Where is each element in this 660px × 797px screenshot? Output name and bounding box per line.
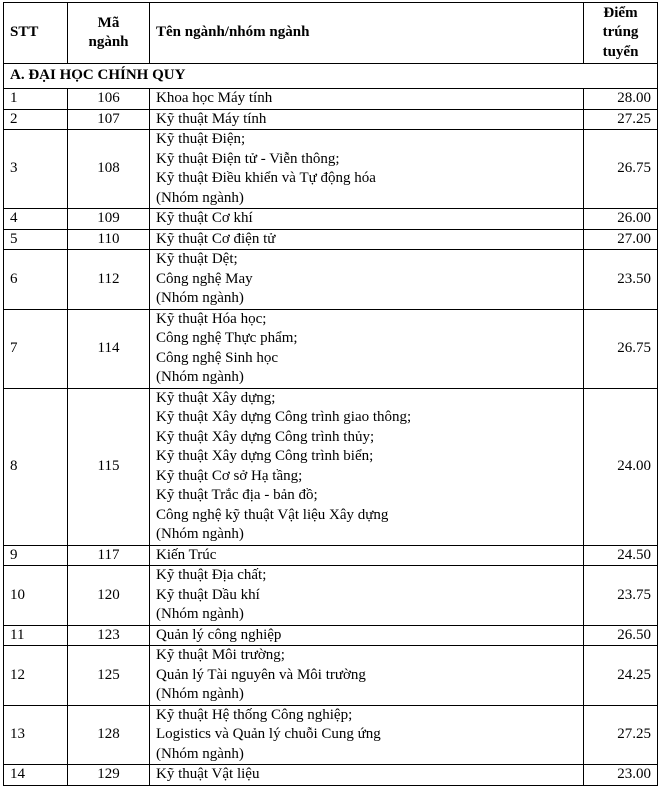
row-name-cell xyxy=(150,89,584,110)
row-stt: 7 xyxy=(4,309,68,388)
row-name-line: (Nhóm ngành) xyxy=(156,686,244,702)
row-score: 27.25 xyxy=(584,705,658,765)
row-score: 23.50 xyxy=(584,250,658,310)
table-row xyxy=(4,250,658,310)
row-stt: 2 xyxy=(4,109,68,130)
row-stt: 14 xyxy=(4,765,68,786)
table-row xyxy=(4,229,658,250)
row-name-cell xyxy=(150,705,584,765)
row-name-line: Kỹ thuật Môi trường; xyxy=(156,647,285,663)
section-row xyxy=(4,64,658,89)
row-name-line: Kỹ thuật Xây dựng Công trình thủy; xyxy=(156,428,375,445)
row-name-line: (Nhóm ngành) xyxy=(156,526,244,542)
row-name-cell xyxy=(150,309,584,388)
row-name-cell xyxy=(150,130,584,209)
table-row xyxy=(4,130,658,209)
row-name-line: Kỹ thuật Điện tử - Viễn thông; xyxy=(156,150,340,167)
table-row xyxy=(4,705,658,765)
row-name-line: Kỹ thuật Điện; xyxy=(156,131,246,147)
row-code: 129 xyxy=(68,765,150,786)
row-name-line: Công nghệ Sinh học xyxy=(156,349,279,366)
row-score: 28.00 xyxy=(584,89,658,110)
row-name-cell xyxy=(150,625,584,646)
row-name-line: Quản lý Tài nguyên và Môi trường xyxy=(156,666,366,683)
row-name-line: Logistics và Quản lý chuỗi Cung ứng xyxy=(156,726,381,742)
row-score: 27.00 xyxy=(584,229,658,250)
row-score: 23.00 xyxy=(584,765,658,786)
row-stt: 1 xyxy=(4,89,68,110)
table-header-row xyxy=(4,3,658,64)
table-row xyxy=(4,545,658,566)
row-code: 115 xyxy=(68,388,150,545)
row-stt: 6 xyxy=(4,250,68,310)
row-name-line: Công nghệ May xyxy=(156,270,253,287)
row-score: 26.75 xyxy=(584,309,658,388)
row-code: 109 xyxy=(68,209,150,230)
row-name-cell xyxy=(150,646,584,706)
row-stt: 13 xyxy=(4,705,68,765)
row-name-line: Kỹ thuật Cơ điện tử xyxy=(156,230,276,247)
row-stt: 12 xyxy=(4,646,68,706)
row-name-cell xyxy=(150,250,584,310)
section-title: A. ĐẠI HỌC CHÍNH QUY xyxy=(4,64,658,89)
header-name: Tên ngành/nhóm ngành xyxy=(150,3,584,64)
row-score: 27.25 xyxy=(584,109,658,130)
table-row xyxy=(4,109,658,130)
header-score: Điểm trúng tuyển xyxy=(584,3,658,64)
row-name-line: Quản lý công nghiệp xyxy=(156,626,282,643)
row-name-line: Công nghệ Thực phẩm; xyxy=(156,330,298,346)
row-score: 24.00 xyxy=(584,388,658,545)
row-stt: 5 xyxy=(4,229,68,250)
row-name-line: Công nghệ kỹ thuật Vật liệu Xây dựng xyxy=(156,506,389,523)
table-row xyxy=(4,89,658,110)
row-name-line: Kỹ thuật Cơ khí xyxy=(156,210,253,226)
row-name-line: Kiến Trúc xyxy=(156,546,217,563)
row-stt: 8 xyxy=(4,388,68,545)
row-code: 110 xyxy=(68,229,150,250)
row-score: 26.00 xyxy=(584,209,658,230)
row-name-line: Kỹ thuật Dầu khí xyxy=(156,586,260,603)
header-stt: STT xyxy=(4,3,68,64)
table-row xyxy=(4,388,658,545)
row-name-cell xyxy=(150,765,584,786)
row-name-line: Kỹ thuật Xây dựng; xyxy=(156,389,276,406)
row-score: 26.50 xyxy=(584,625,658,646)
row-name-line: Kỹ thuật Hệ thống Công nghiệp; xyxy=(156,706,353,723)
row-name-cell xyxy=(150,388,584,545)
row-name-cell xyxy=(150,229,584,250)
row-stt: 3 xyxy=(4,130,68,209)
row-name-cell xyxy=(150,545,584,566)
row-name-line: Kỹ thuật Dệt; xyxy=(156,251,238,267)
row-name-line: Khoa học Máy tính xyxy=(156,90,273,106)
row-name-line: Kỹ thuật Xây dựng Công trình giao thông; xyxy=(156,409,412,425)
row-name-line: (Nhóm ngành) xyxy=(156,606,244,622)
row-name-line: (Nhóm ngành) xyxy=(156,189,244,206)
admission-scores-table xyxy=(3,2,658,786)
row-stt: 11 xyxy=(4,625,68,646)
row-score: 24.25 xyxy=(584,646,658,706)
row-name-line: (Nhóm ngành) xyxy=(156,369,244,385)
row-stt: 10 xyxy=(4,566,68,626)
row-name-line: Kỹ thuật Trắc địa - bản đồ; xyxy=(156,487,318,503)
row-name-line: Kỹ thuật Xây dựng Công trình biển; xyxy=(156,448,374,464)
table-row xyxy=(4,566,658,626)
row-code: 114 xyxy=(68,309,150,388)
row-code: 106 xyxy=(68,89,150,110)
row-name-cell xyxy=(150,209,584,230)
row-name-line: Kỹ thuật Địa chất; xyxy=(156,567,267,583)
row-name-line: Kỹ thuật Cơ sở Hạ tầng; xyxy=(156,467,303,484)
row-name-line: (Nhóm ngành) xyxy=(156,745,244,762)
row-stt: 9 xyxy=(4,545,68,566)
table-row xyxy=(4,765,658,786)
row-score: 26.75 xyxy=(584,130,658,209)
row-score: 24.50 xyxy=(584,545,658,566)
row-name-cell xyxy=(150,566,584,626)
table-row xyxy=(4,309,658,388)
row-name-cell xyxy=(150,109,584,130)
table-row xyxy=(4,625,658,646)
header-code: Mã ngành xyxy=(68,3,150,64)
row-name-line: Kỹ thuật Điều khiển và Tự động hóa xyxy=(156,170,376,186)
row-code: 123 xyxy=(68,625,150,646)
table-row xyxy=(4,646,658,706)
row-code: 120 xyxy=(68,566,150,626)
row-code: 128 xyxy=(68,705,150,765)
row-code: 112 xyxy=(68,250,150,310)
row-code: 125 xyxy=(68,646,150,706)
table-row xyxy=(4,209,658,230)
row-code: 107 xyxy=(68,109,150,130)
row-code: 117 xyxy=(68,545,150,566)
row-name-line: Kỹ thuật Vật liệu xyxy=(156,766,260,782)
row-score: 23.75 xyxy=(584,566,658,626)
row-stt: 4 xyxy=(4,209,68,230)
row-code: 108 xyxy=(68,130,150,209)
row-name-line: Kỹ thuật Máy tính xyxy=(156,110,267,127)
row-name-line: (Nhóm ngành) xyxy=(156,290,244,306)
row-name-line: Kỹ thuật Hóa học; xyxy=(156,310,267,327)
